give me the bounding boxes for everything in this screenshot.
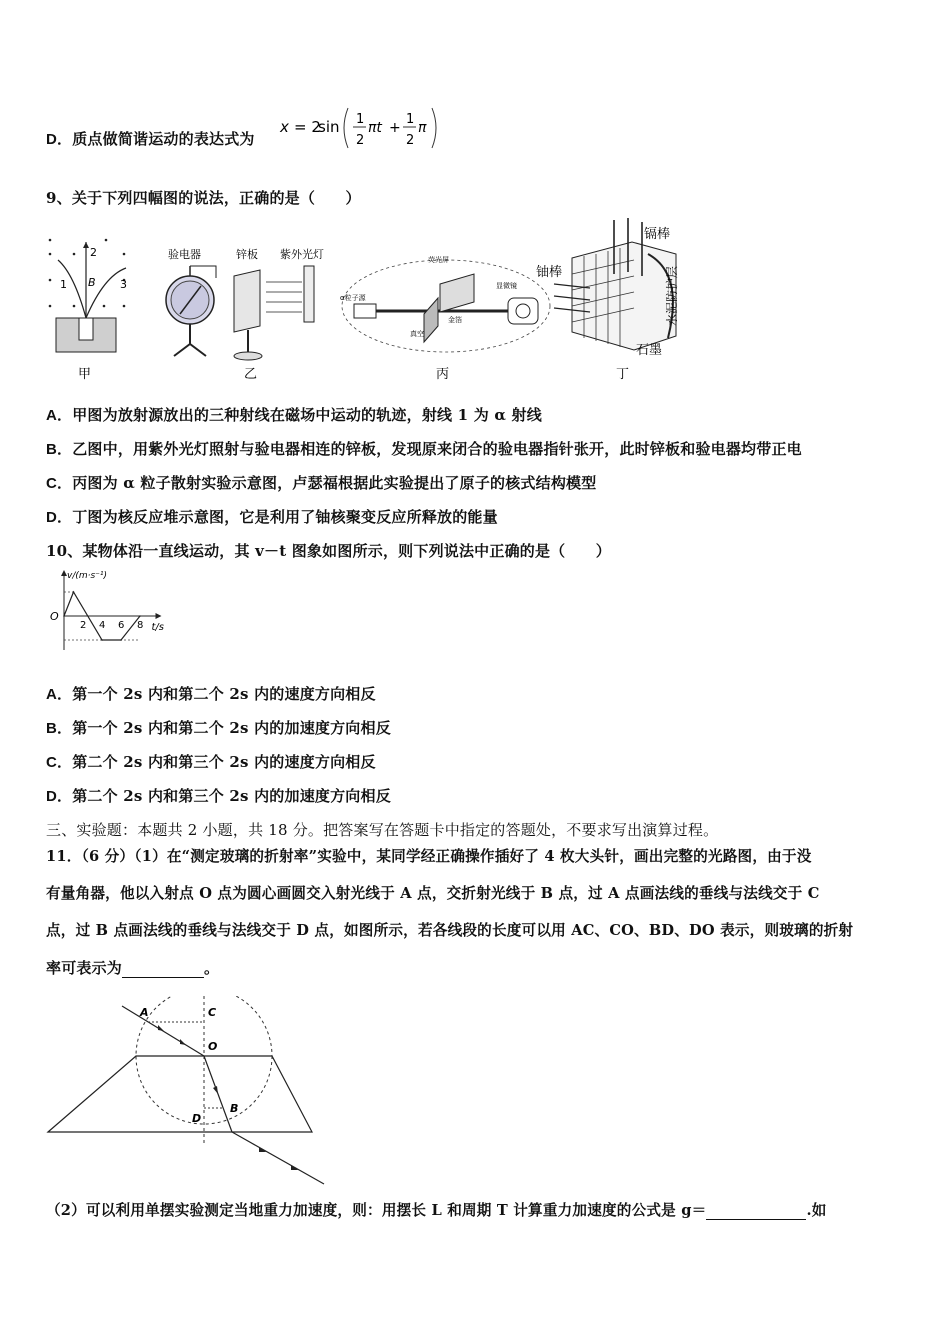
q11-part-2-text: （2）可以利用单摆实验测定当地重力加速度，则：用摆长 L 和周期 T 计算重力加速度的公式是 g＝ — [46, 1202, 707, 1219]
label-electroscope: 验电器 — [168, 248, 201, 261]
formula-pit: πt — [368, 120, 382, 136]
incident-arrow-icon — [174, 1039, 186, 1045]
source-slot — [79, 318, 93, 340]
q10-option-b — [46, 717, 391, 738]
option-key: C． — [46, 475, 73, 492]
zinc-plate-base — [234, 352, 262, 360]
point-o-label: O — [208, 1040, 218, 1053]
incident-ray — [122, 1006, 204, 1056]
formula-num-1: 1 — [356, 112, 365, 127]
uv-lamp — [304, 266, 314, 322]
option-text: 第二个 2s 内和第三个 2s 内的加速度方向相反 — [72, 787, 391, 805]
option-text: 乙图中，用紫外光灯照射与验电器相连的锌板，发现原来闭合的验电器指针张开，此时锌板和验电器均带正电 — [72, 440, 802, 458]
data-point — [63, 615, 65, 617]
x-tick-label: 4 — [99, 620, 106, 631]
reactor-core — [572, 242, 676, 350]
x-tick-label: 6 — [118, 620, 125, 631]
formula-sin: sin — [318, 118, 340, 136]
caption-bing: 丙 — [436, 367, 450, 382]
x-tick-label: 8 — [137, 620, 144, 631]
formula-num-2: 1 — [406, 112, 415, 127]
label-zinc-plate: 锌板 — [236, 248, 258, 261]
q10-stem: 10、某物体沿一直线运动，其 v－t 图象如图所示，则下列说法中正确的是（ ） — [46, 542, 611, 560]
q11-part-2-end: .如 — [806, 1202, 827, 1219]
formula-den-1: 2 — [356, 133, 365, 148]
q8-option-d — [46, 128, 255, 149]
q11-line-2: 有量角器，他以入射点 O 点为圆心画圆交入射光线于 A 点，交折射光线于 B 点，过 A 点画法线的垂线与法线交于 C — [46, 885, 820, 902]
q9-option-d — [46, 506, 498, 527]
refraction-figure — [44, 996, 334, 1186]
data-point — [120, 639, 122, 641]
caption-ding: 丁 — [616, 367, 630, 382]
q11-line-4-end: 。 — [204, 959, 220, 977]
point-d-label: D — [192, 1112, 202, 1125]
point-c-label: C — [208, 1006, 217, 1019]
q9-option-b — [46, 438, 802, 459]
option-text: 第一个 2s 内和第二个 2s 内的速度方向相反 — [72, 685, 376, 703]
label-graphite: 石墨 — [636, 343, 663, 358]
gold-foil — [424, 298, 438, 342]
option-text: 质点做简谐运动的表达式为 — [72, 130, 255, 148]
electroscope-legs — [174, 344, 206, 356]
q11-line-4-text: 率可表示为 — [46, 959, 123, 977]
label-uranium-rod: 铀棒 — [536, 265, 563, 280]
label-cadmium-rod: 镉棒 — [644, 227, 671, 242]
answer-blank-refraction[interactable] — [122, 959, 204, 978]
formula-x: x — [280, 118, 289, 136]
q9-option-a — [46, 404, 542, 425]
caption-jia: 甲 — [78, 367, 92, 382]
answer-blank-gravity[interactable] — [706, 1202, 806, 1220]
point-b-label: B — [230, 1102, 239, 1115]
alpha-source-box — [354, 304, 376, 318]
jia-label-1: 1 — [60, 278, 67, 291]
formula-eq: = 2 — [294, 118, 321, 136]
point-a-label: A — [140, 1006, 149, 1019]
caption-yi: 乙 — [244, 367, 258, 382]
x-axis-arrow-icon — [156, 613, 162, 619]
label-screen: 荧光屏 — [428, 256, 449, 264]
refracted-arrow-icon — [213, 1086, 218, 1094]
q9-option-c — [46, 472, 596, 493]
option-text: 甲图为放射源放出的三种射线在磁场中运动的轨迹，射线 1 为 α 射线 — [72, 406, 542, 424]
panel-bing — [340, 255, 550, 382]
data-point — [139, 615, 141, 617]
y-axis-label: v/(m·s⁻¹) — [67, 571, 108, 581]
option-text: 丁图为核反应堆示意图，它是利用了铀核聚变反应所释放的能量 — [72, 508, 498, 526]
uv-rays — [266, 282, 302, 312]
q10-option-d — [46, 785, 391, 806]
fluorescent-screen — [440, 274, 474, 312]
emergent-ray — [232, 1132, 324, 1184]
q11-line-3: 点，过 B 点画法线的垂线与法线交于 D 点，如图所示，若各线段的长度可以用 AC、CO、BD、DO 表示，则玻璃的折射 — [46, 922, 854, 939]
formula-pi: π — [418, 120, 427, 136]
jia-label-3: 3 — [120, 278, 127, 291]
option-key: C． — [46, 754, 73, 771]
panel-jia — [49, 239, 127, 382]
jia-label-2: 2 — [90, 246, 97, 259]
option-text: 第二个 2s 内和第三个 2s 内的速度方向相反 — [72, 753, 376, 771]
formula-den-2: 2 — [406, 133, 415, 148]
origin-label: O — [50, 610, 59, 623]
x-axis-label: t/s — [151, 622, 164, 633]
q11-part-2 — [46, 1199, 827, 1220]
option-key: A． — [46, 407, 73, 424]
panel-ding — [536, 218, 679, 382]
formula-right-paren — [432, 108, 436, 148]
q9-figure — [44, 214, 684, 384]
q9-stem: 9、关于下列四幅图的说法，正确的是（ ） — [46, 189, 361, 207]
option-key: B． — [46, 441, 73, 458]
data-point — [101, 639, 103, 641]
sine-formula — [278, 104, 443, 152]
vt-chart — [48, 566, 178, 652]
q11-line-4 — [46, 957, 219, 978]
zinc-plate — [234, 270, 260, 332]
formula-plus: + — [389, 120, 401, 136]
glass-block — [48, 1056, 312, 1132]
label-cement-shield: 水泥防护层 — [665, 265, 679, 326]
label-vacuum: 真空 — [410, 330, 424, 338]
data-point — [73, 591, 75, 593]
label-microscope: 显微镜 — [496, 282, 517, 290]
label-gold-foil: 金箔 — [448, 316, 462, 324]
q10-option-c — [46, 751, 376, 772]
section-3-title: 三、实验题：本题共 2 小题，共 18 分。把答案写在答题卡中指定的答题处，不要求写出演算过程。 — [46, 821, 719, 839]
ray-2-arrow-icon — [83, 242, 89, 248]
option-text: 第一个 2s 内和第二个 2s 内的加速度方向相反 — [72, 719, 391, 737]
option-key: D． — [46, 509, 73, 526]
option-text: 丙图为 α 粒子散射实验示意图，卢瑟福根据此实验提出了原子的核式结构模型 — [72, 474, 597, 492]
formula-left-paren — [344, 108, 348, 148]
magnetic-field-dots — [49, 239, 126, 308]
label-alpha-source: α粒子源 — [340, 294, 366, 302]
q10-option-a — [46, 683, 376, 704]
label-uv-lamp: 紫外光灯 — [280, 248, 324, 261]
q11-line-1: 11．（6 分）（1）在“测定玻璃的折射率”实验中，某同学经正确操作插好了 4 枚大头针，画出完整的光路图，由于没 — [46, 848, 812, 865]
panel-yi — [166, 247, 324, 382]
ray-arrows — [152, 1025, 298, 1170]
option-key: A． — [46, 686, 73, 703]
option-key: D． — [46, 131, 73, 148]
option-key: D． — [46, 788, 73, 805]
microscope-lens — [516, 304, 530, 318]
jia-label-b: B — [88, 276, 96, 289]
option-key: B． — [46, 720, 73, 737]
x-tick-label: 2 — [80, 620, 87, 631]
